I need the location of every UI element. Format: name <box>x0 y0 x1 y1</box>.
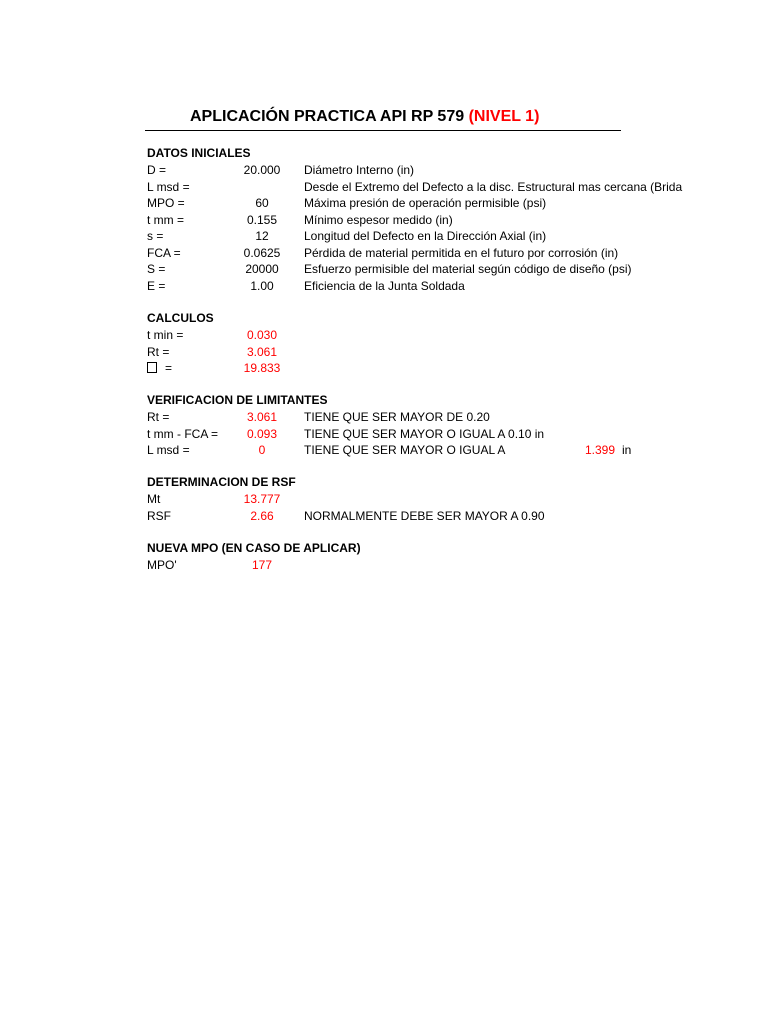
row-description: Máxima presión de operación permisible (psi) <box>304 196 547 210</box>
row-description: Pérdida de material permitida en el futuro por corrosión (in) <box>304 245 619 260</box>
row-value: 0.093 <box>246 426 278 441</box>
row-description: TIENE QUE SER MAYOR O IGUAL A 0.10 in <box>304 426 545 441</box>
row-value: 20000 <box>245 262 279 276</box>
data-row <box>147 278 707 295</box>
row-value: 0.030 <box>246 328 278 342</box>
row-label: D = <box>147 163 167 177</box>
check-row <box>147 426 707 443</box>
row-label: MPO' <box>147 558 177 572</box>
data-row <box>147 195 707 212</box>
data-row <box>147 179 707 196</box>
title-main: APLICACIÓN PRACTICA API RP 579 <box>190 108 465 125</box>
row-description: Eficiencia de la Junta Soldada <box>304 278 465 293</box>
section-heading: DATOS INICIALES <box>147 146 251 160</box>
row-value: 60 <box>255 196 269 210</box>
row-value: 3.061 <box>246 410 278 424</box>
row-description: Mínimo espesor medido (in) <box>304 212 453 227</box>
row-value: 3.061 <box>246 344 278 359</box>
row-description: Longitud del Defecto en la Dirección Axial (in) <box>304 229 547 243</box>
data-row <box>147 212 707 229</box>
rsf-row <box>147 491 707 508</box>
section-heading: NUEVA MPO (EN CASO DE APLICAR) <box>147 541 361 555</box>
row-label: Rt = <box>147 344 170 359</box>
row-label: E = <box>147 278 166 293</box>
rsf-row <box>147 508 707 525</box>
title-level: (NIVEL 1) <box>468 108 540 125</box>
row-description: NORMALMENTE DEBE SER MAYOR A 0.90 <box>304 508 545 523</box>
row-label: t min = <box>147 328 184 342</box>
check-row <box>147 442 707 459</box>
calc-row <box>147 360 547 377</box>
calc-row <box>147 327 547 344</box>
section-rsf <box>147 474 707 524</box>
row-label: RSF <box>147 508 171 523</box>
calc-row <box>147 344 547 361</box>
data-row <box>147 162 707 179</box>
data-row <box>147 261 707 278</box>
section-calculos <box>147 310 547 377</box>
row-label: L msd = <box>147 179 190 194</box>
title-underline <box>145 130 621 131</box>
missing-symbol-icon <box>147 362 157 373</box>
row-value: 1.00 <box>250 278 274 293</box>
row-description: Diámetro Interno (in) <box>304 163 415 177</box>
section-verificacion <box>147 392 707 459</box>
row-label: L msd = <box>147 443 190 457</box>
row-label: S = <box>147 262 166 276</box>
check-row <box>147 409 707 426</box>
row-label: MPO = <box>147 196 185 210</box>
row-description: Desde el Extremo del Defecto a la disc. Estructural mas cercana (Brida <box>304 179 683 194</box>
row-value: 0 <box>258 443 266 457</box>
page-title <box>190 108 610 126</box>
row-value: 12 <box>255 229 269 243</box>
row-label-text: = <box>165 361 173 375</box>
row-label: t mm - FCA = <box>147 426 219 441</box>
row-label: Rt = <box>147 410 170 424</box>
section-datos-iniciales <box>147 145 707 294</box>
row-label: Mt <box>147 492 161 506</box>
row-label: FCA = <box>147 245 181 260</box>
row-value: 13.777 <box>243 492 281 506</box>
row-value: 19.833 <box>243 361 281 375</box>
row-value: 0.0625 <box>243 245 281 260</box>
data-row <box>147 245 707 262</box>
row-value: 20.000 <box>243 163 281 177</box>
row-label-with-symbol <box>147 360 172 377</box>
required-length-value: 1.399 <box>585 443 616 457</box>
row-value: 177 <box>251 558 273 572</box>
row-description: TIENE QUE SER MAYOR DE 0.20 <box>304 410 490 424</box>
mpo-row <box>147 557 547 574</box>
row-label: t mm = <box>147 212 185 227</box>
row-value: 0.155 <box>246 212 278 227</box>
row-description: TIENE QUE SER MAYOR O IGUAL A <box>304 443 506 457</box>
required-length-unit: in <box>622 443 632 457</box>
section-heading: VERIFICACION DE LIMITANTES <box>147 393 328 407</box>
section-heading: DETERMINACION DE RSF <box>147 475 296 489</box>
section-heading: CALCULOS <box>147 311 214 325</box>
data-row <box>147 228 707 245</box>
row-description: Esfuerzo permisible del material según código de diseño (psi) <box>304 262 632 276</box>
row-value: 2.66 <box>250 508 274 523</box>
section-nueva-mpo <box>147 540 547 574</box>
row-label: s = <box>147 229 164 243</box>
